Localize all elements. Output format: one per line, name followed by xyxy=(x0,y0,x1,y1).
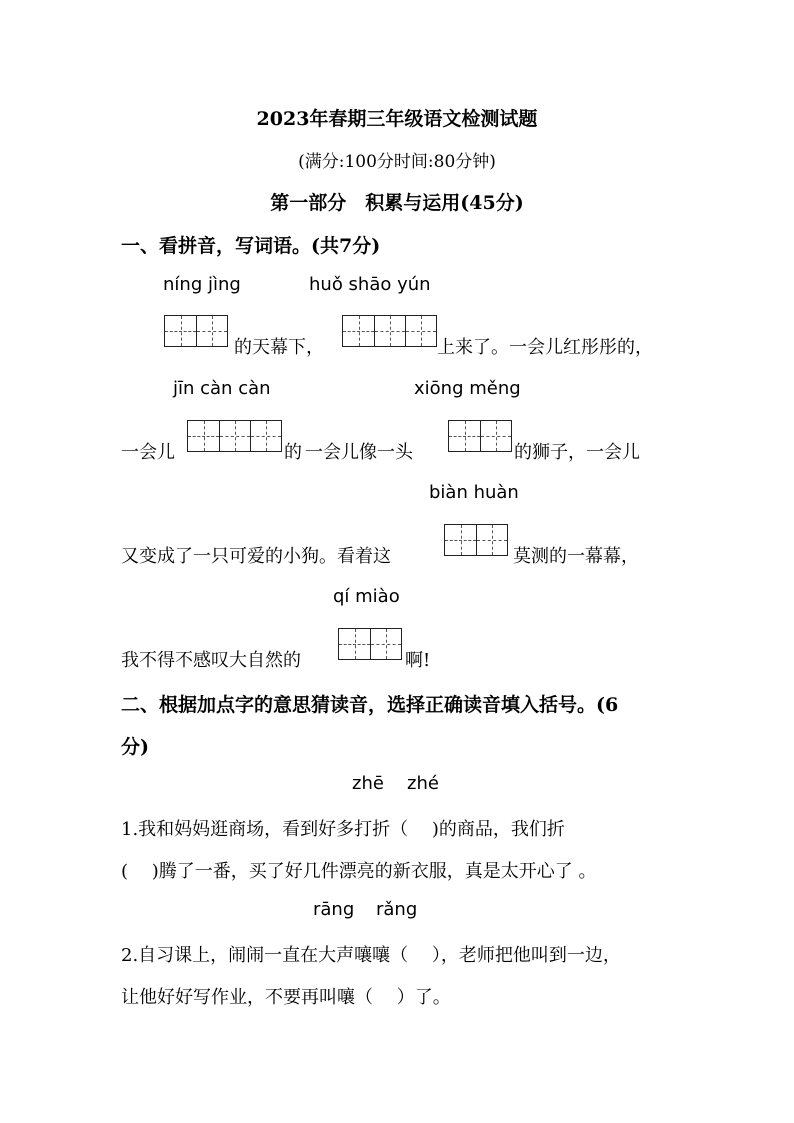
grid-cell[interactable] xyxy=(370,629,401,659)
pinyin-option-zhe2: zhé xyxy=(407,773,439,794)
grid-cell[interactable] xyxy=(250,421,281,451)
answer-grid-huo-shao-yun[interactable] xyxy=(342,315,437,347)
sentence-text: 的 xyxy=(284,442,302,463)
exam-title: 2023年春期三年级语文检测试题 xyxy=(256,108,538,130)
grid-cell[interactable] xyxy=(480,421,511,451)
section-two-heading: 二、根据加点字的意思猜读音，选择正确读音填入括号。(6 xyxy=(121,694,619,716)
pinyin-ning-jing: níng jìng xyxy=(163,274,241,295)
answer-grid-qi-miao[interactable] xyxy=(338,628,402,660)
sentence-text: 的狮子，一会儿 xyxy=(514,442,640,463)
pinyin-jin-can-can: jīn càn càn xyxy=(173,378,271,399)
section-two-heading-cont: 分) xyxy=(121,736,149,758)
pinyin-huo-shao-yun: huǒ shāo yún xyxy=(309,274,431,295)
exam-subtitle: (满分:100分时间:80分钟) xyxy=(298,152,496,172)
pinyin-option-rang3: rǎng xyxy=(376,899,418,920)
sentence-text: 莫测的一幕幕， xyxy=(513,546,639,567)
sentence-text: 啊! xyxy=(405,650,431,671)
question-one-line-one: 1.我和妈妈逛商场，看到好多打折（ )的商品，我们折 xyxy=(121,819,565,840)
grid-cell[interactable] xyxy=(476,525,507,555)
pinyin-qi-miao: qí miào xyxy=(333,586,400,607)
question-one-line-two: ( )腾了一番，买了好几件漂亮的新衣服，真是太开心了 。 xyxy=(121,861,597,882)
sentence-text: 的天幕下， xyxy=(234,337,324,358)
answer-grid-xiong-meng[interactable] xyxy=(448,420,512,452)
question-two-line-two: 让他好好写作业，不要再叫嚷（ ）了。 xyxy=(121,987,451,1008)
sentence-text: 我不得不感叹大自然的 xyxy=(121,650,301,671)
sentence-text: 又变成了一只可爱的小狗。看着这 xyxy=(121,546,391,567)
answer-grid-bian-huan[interactable] xyxy=(444,524,508,556)
sentence-text: 一会儿 xyxy=(121,442,175,463)
part-one-heading: 第一部分 积累与运用(45分) xyxy=(270,192,524,214)
pinyin-xiong-meng: xiōng měng xyxy=(414,378,521,399)
question-two-line-one: 2.自习课上，闹闹一直在大声嚷嚷（ ），老师把他叫到一边， xyxy=(121,945,621,966)
grid-cell[interactable] xyxy=(445,525,476,555)
grid-cell[interactable] xyxy=(196,316,227,346)
sentence-text: 上来了。一会儿红彤彤的， xyxy=(437,337,653,358)
grid-cell[interactable] xyxy=(374,316,405,346)
answer-grid-jin-can-can[interactable] xyxy=(187,420,282,452)
grid-cell[interactable] xyxy=(188,421,219,451)
grid-cell[interactable] xyxy=(339,629,370,659)
sentence-text: 一会儿像一头 xyxy=(305,442,413,463)
pinyin-option-zhe1: zhē xyxy=(352,773,384,794)
grid-cell[interactable] xyxy=(343,316,374,346)
grid-cell[interactable] xyxy=(165,316,196,346)
grid-cell[interactable] xyxy=(449,421,480,451)
pinyin-bian-huan: biàn huàn xyxy=(429,482,519,503)
answer-grid-ning-jing[interactable] xyxy=(164,315,228,347)
grid-cell[interactable] xyxy=(219,421,250,451)
grid-cell[interactable] xyxy=(405,316,436,346)
section-one-heading: 一、看拼音，写词语。(共7分) xyxy=(121,235,381,257)
pinyin-option-rang1: rāng xyxy=(313,899,355,920)
